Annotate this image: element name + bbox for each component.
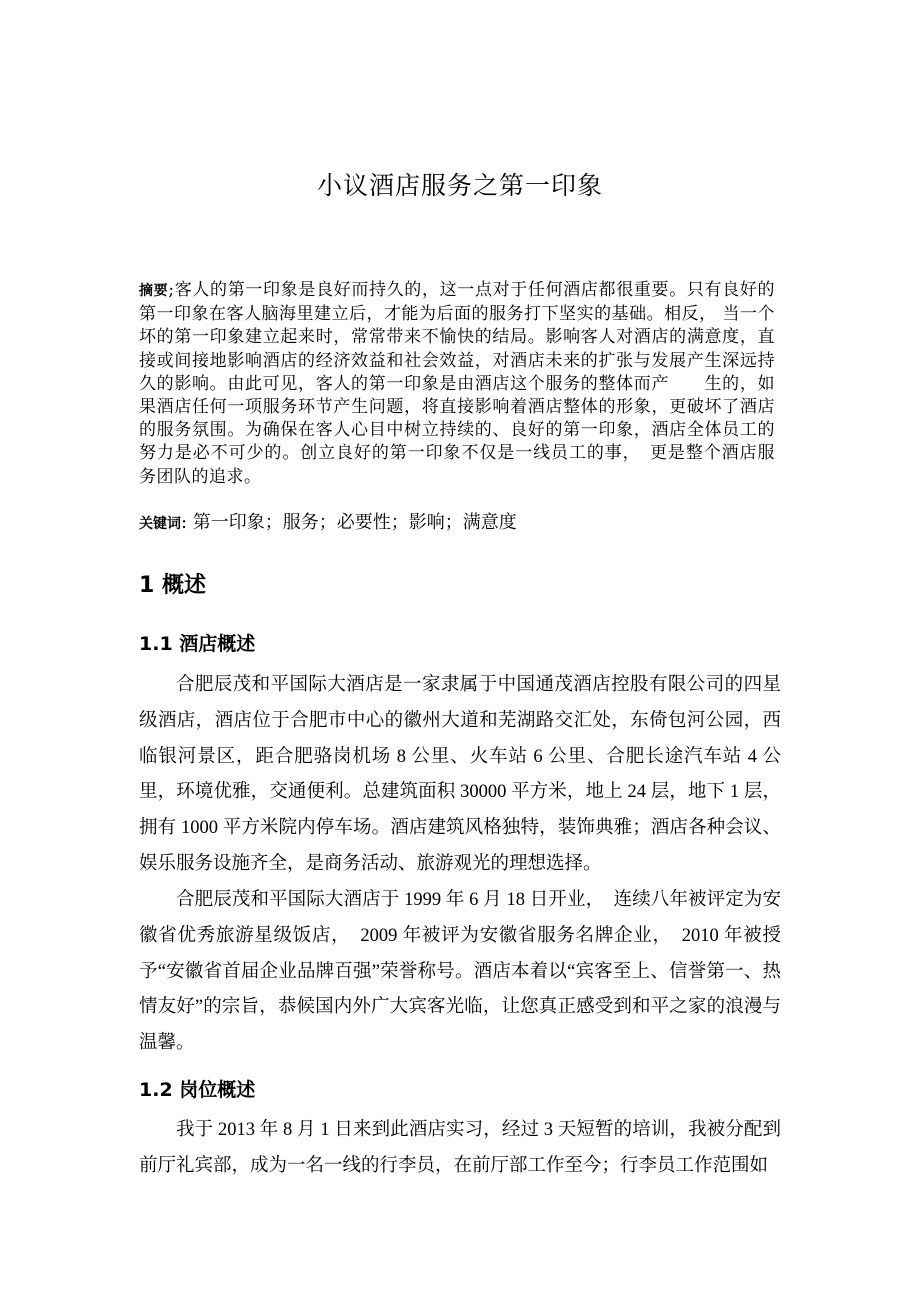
section-heading-overview: 1 概述 [139, 573, 206, 598]
body-paragraph: 我于 2013 年 8 月 1 日来到此酒店实习，经过 3 天短暂的培训，我被分配到前厅礼宾部，成为一名一线的行李员，在前厅部工作至今；行李员工作范围如 [139, 1120, 781, 1176]
keywords-label: 关键词 [139, 516, 181, 532]
subsection-heading-hotel-overview: 1.1 酒店概述 [139, 633, 256, 655]
abstract-paragraph [139, 279, 775, 489]
keywords-text: : 第一印象；服务；必要性；影响；满意度 [181, 512, 517, 533]
body-paragraph: 合肥辰茂和平国际大酒店是一家隶属于中国通茂酒店控股有限公司的四星级酒店，酒店位于合肥市中心的徽州大道和芜湖路交汇处，东倚包河公园，西临银河景区，距合肥骆岗机场 8 公里、火车站 6 公里、合肥长途汽车站 4 公里，环境优雅，交通便利。总建筑面积 30000 平方米，地上 24 层，地下 1 层，拥有 1000 平方米院内停车场。酒店建筑风格独特，装饰典雅；酒店各种会议、娱乐服务设施齐全，是商务活动、旅游观光的理想选择。 [139, 675, 781, 874]
subsection-heading-position-overview: 1.2 岗位概述 [139, 1079, 256, 1101]
body-paragraph: 合肥辰茂和平国际大酒店于 1999 年 6 月 18 日开业， 连续八年被评定为安徽省优秀旅游星级饭店， 2009 年被评为安徽省服务名牌企业， 2010 年被授予“安徽省首届企业品牌百强”荣誉称号。酒店本着以“宾客至上、信誉第一、热情友好”的宗旨，恭候国内外广大宾客光临，让您真正感受到和平之家的浪漫与温馨。 [139, 890, 781, 1054]
abstract-label: 摘要 [139, 283, 169, 299]
document-title: 小议酒店服务之第一印象 [316, 171, 603, 200]
abstract-text: ;客人的第一印象是良好而持久的，这一点对于任何酒店都很重要。只有良好的第一印象在客人脑海里建立后，才能为后面的服务打下坚实的基础。相反， 当一个坏的第一印象建立起来时，常常带来不愉快的结局。影响客人对酒店的满意度，直接或间接地影响酒店的经济效益和社会效益，对酒店未来的扩张与发展产生深远持久的影响。由此可见，客人的第一印象是由酒店这个服务的整体而产 生的，如果酒店任何一项服务环节产生问题，将直接影响着酒店整体的形象，更破坏了酒店的服务氛围。为确保在客人心目中树立持续的、良好的第一印象，酒店全体员工的努力是必不可少的。创立良好的第一印象不仅是一线员工的事， 更是整个酒店服务团队的追求。 [139, 280, 775, 487]
keywords-line [139, 511, 775, 536]
